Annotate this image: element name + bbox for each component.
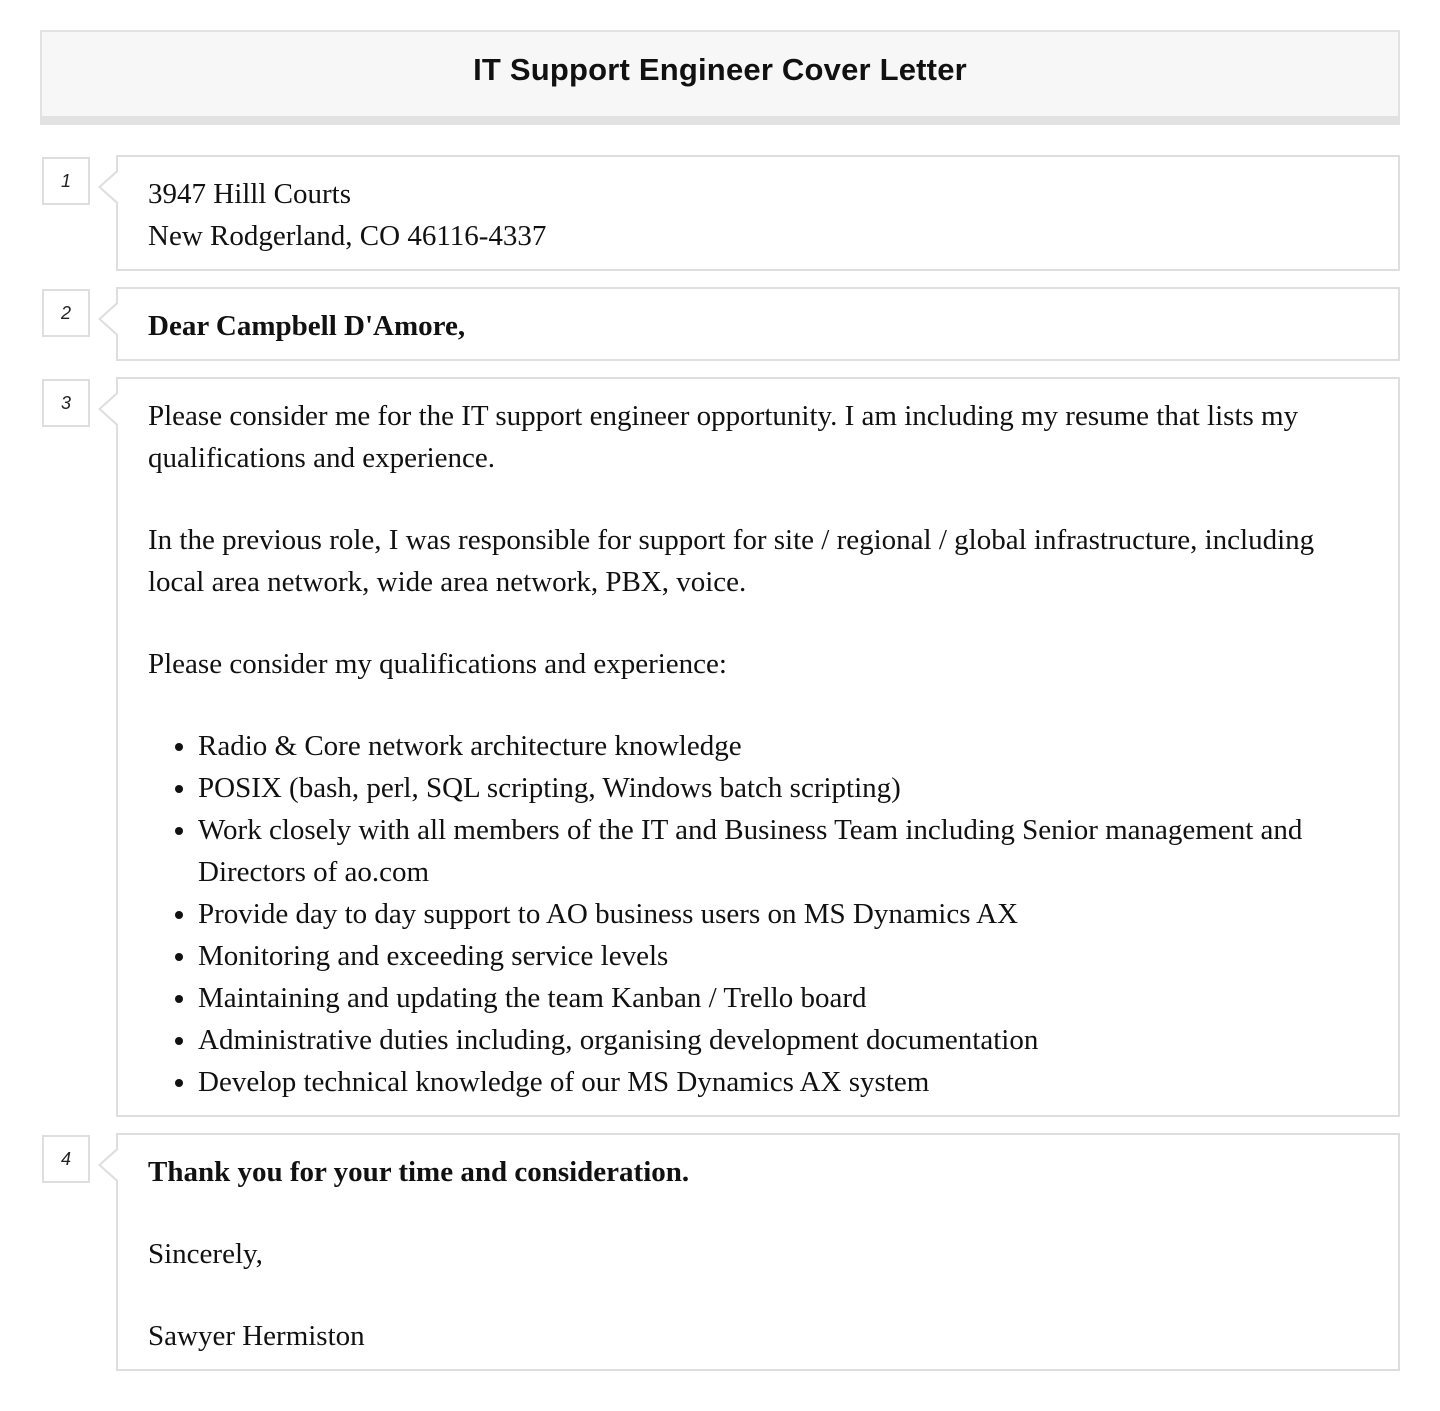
closing-block (116, 1133, 1400, 1371)
page-title: IT Support Engineer Cover Letter (473, 52, 967, 87)
signoff: Sincerely, (148, 1238, 263, 1270)
title-bar (40, 30, 1400, 125)
section-number: 4 (42, 1135, 90, 1183)
body-paragraph-2: In the previous role, I was responsible for support for site / regional / global infrastructure, including local area network, wide area network, PBX, voice. (148, 524, 1315, 598)
list-item: • Work closely with all members of the IT and Business Team including Senior management and Directors of ao.com (198, 809, 1368, 893)
address-line-1: 3947 Hilll Courts (148, 178, 352, 210)
section-number: 2 (42, 289, 90, 337)
section-number: 1 (42, 157, 90, 205)
salutation-block (116, 287, 1400, 361)
section-number: 3 (42, 379, 90, 427)
qualifications-intro: Please consider my qualifications and experience: (148, 648, 727, 680)
thanks-line: Thank you for your time and consideration. (148, 1156, 690, 1188)
list-item: • Monitoring and exceeding service levels (198, 935, 1368, 977)
list-item: • Provide day to day support to AO business users on MS Dynamics AX (198, 893, 1368, 935)
list-item: • Administrative duties including, organising development documentation (198, 1019, 1368, 1061)
address-block (116, 155, 1400, 271)
list-item: • Maintaining and updating the team Kanban / Trello board (198, 977, 1368, 1019)
body-paragraph-1: Please consider me for the IT support engineer opportunity. I am including my resume that lists my qualifications and experience. (148, 400, 1299, 474)
signature-name: Sawyer Hermiston (148, 1320, 365, 1352)
list-item: • POSIX (bash, perl, SQL scripting, Windows batch scripting) (198, 767, 1368, 809)
body-block (116, 377, 1400, 1117)
address-line-2: New Rodgerland, CO 46116-4337 (148, 220, 547, 252)
qualifications-list (148, 725, 1368, 1103)
list-item: • Develop technical knowledge of our MS Dynamics AX system (198, 1061, 1368, 1103)
list-item: • Radio & Core network architecture knowledge (198, 725, 1368, 767)
salutation: Dear Campbell D'Amore, (148, 310, 466, 342)
